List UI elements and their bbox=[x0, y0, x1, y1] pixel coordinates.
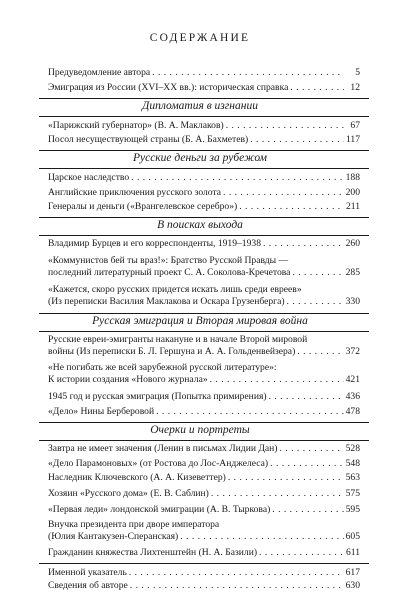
toc-entry bbox=[48, 391, 360, 403]
entry-title-line: «Кажется, скоро русских придется искать лишь среди евреев» bbox=[48, 284, 302, 295]
toc-entry bbox=[48, 120, 360, 132]
toc-entry bbox=[48, 567, 360, 579]
entry-title: войны (Из переписки Б. Л. Гершуна и А. А. Гольденвейзера) bbox=[48, 346, 296, 357]
toc-entry bbox=[48, 134, 360, 146]
toc-entry bbox=[48, 238, 360, 250]
entry-title: «Дело Парамоновых» (от Ростова до Лос-Анджелеса) bbox=[48, 458, 269, 469]
toc-entry bbox=[48, 172, 360, 184]
entry-page: 330 bbox=[345, 296, 360, 307]
toc-entry bbox=[48, 547, 360, 559]
entry-title: Эмиграция из России (XVI–XX вв.): историческая справка bbox=[48, 82, 289, 93]
entry-title: Генералы и деньги («Врангелевское серебро») bbox=[48, 201, 238, 212]
section-heading: Русская эмиграция и Вторая мировая война bbox=[92, 315, 308, 327]
toc-entry bbox=[48, 284, 360, 308]
entry-title: «Дело» Нины Берберовой bbox=[48, 406, 155, 417]
section-rule bbox=[39, 331, 369, 332]
entry-page: 595 bbox=[345, 504, 360, 515]
toc-entry bbox=[48, 334, 360, 358]
entry-title: Английские приключения русского золота bbox=[48, 187, 222, 198]
entry-title: Гражданин княжества Лихтенштейн (Н. А. Базили) bbox=[48, 547, 258, 558]
section-rule bbox=[39, 150, 369, 151]
section-rule bbox=[39, 235, 369, 236]
entry-page: 617 bbox=[345, 567, 360, 578]
entry-page: 285 bbox=[345, 267, 360, 278]
entry-page: 372 bbox=[345, 346, 360, 357]
section-rule bbox=[39, 168, 369, 169]
section-rule bbox=[39, 440, 369, 441]
toc-entry bbox=[48, 519, 360, 543]
section-heading: Очерки и портреты bbox=[150, 424, 250, 436]
entry-title: «Парижский губернатор» (В. А. Маклаков) bbox=[48, 120, 224, 131]
entry-page: 630 bbox=[345, 580, 360, 591]
entry-page: 117 bbox=[345, 134, 360, 145]
entry-page: 605 bbox=[345, 531, 360, 542]
entry-page: 421 bbox=[345, 374, 360, 385]
entry-title: 1945 год и русская эмиграция (Попытка примирения) bbox=[48, 391, 267, 402]
toc-entry bbox=[48, 406, 360, 418]
entry-page: 200 bbox=[345, 187, 360, 198]
toc-entry bbox=[48, 255, 360, 279]
toc-entry bbox=[48, 362, 360, 386]
entry-page: 478 bbox=[345, 406, 360, 417]
entry-page: 575 bbox=[345, 488, 360, 499]
entry-title-line: «Не погибать же всей зарубежной русской литературе»: bbox=[48, 362, 277, 373]
entry-title: (Из переписки Василия Маклакова и Оскара Грузенберга) bbox=[48, 296, 285, 307]
section-rule bbox=[39, 98, 369, 99]
entry-title: Посол несуществующей страны (Б. А. Бахметев) bbox=[48, 134, 249, 145]
section-rule bbox=[39, 563, 369, 564]
entry-title: Наследник Ключевского (А. А. Кизеветтер) bbox=[48, 472, 226, 483]
entry-title: Предуведомление автора bbox=[48, 67, 151, 78]
entry-title: Хозяин «Русского дома» (Е. В. Саблин) bbox=[48, 488, 209, 499]
toc-entry bbox=[48, 201, 360, 213]
entry-page: 548 bbox=[345, 458, 360, 469]
entry-page: 5 bbox=[355, 67, 360, 78]
page-title: СОДЕРЖАНИЕ bbox=[149, 32, 251, 44]
entry-page: 436 bbox=[345, 391, 360, 402]
toc-entry bbox=[48, 67, 360, 79]
entry-page: 528 bbox=[345, 443, 360, 454]
entry-title-line: Русские евреи-эмигранты накануне и в начале Второй мировой bbox=[48, 334, 308, 345]
toc-entry bbox=[48, 488, 360, 500]
toc-entry bbox=[48, 472, 360, 484]
section-rule bbox=[39, 116, 369, 117]
entry-title: Завтра не имеет значения (Ленин в письмах Лидии Дан) bbox=[48, 443, 278, 454]
entry-title-line: «Коммунистов бей ты враз!»: Братство Русской Правды — bbox=[48, 255, 289, 266]
entry-title: Владимир Бурцев и его корреспонденты, 1919–1938 bbox=[48, 238, 261, 249]
entry-page: 67 bbox=[350, 120, 360, 131]
entry-page: 211 bbox=[345, 201, 360, 212]
entry-title: Царское наследство bbox=[48, 172, 130, 183]
section-rule bbox=[39, 313, 369, 314]
entry-title: последний литературный проект С. А. Соколова-Кречетова bbox=[48, 267, 291, 278]
entry-page: 611 bbox=[345, 547, 360, 558]
toc-entry bbox=[48, 82, 360, 94]
section-rule bbox=[39, 422, 369, 423]
entry-page: 12 bbox=[350, 82, 360, 93]
entry-title-line: Внучка президента при дворе императора bbox=[48, 519, 220, 530]
toc-entry bbox=[48, 458, 360, 470]
entry-page: 563 bbox=[345, 472, 360, 483]
entry-page: 188 bbox=[345, 172, 360, 183]
toc-entry bbox=[48, 504, 360, 516]
entry-page: 260 bbox=[345, 238, 360, 249]
entry-title: Сведения об авторе bbox=[48, 580, 128, 591]
section-heading: Русские деньги за рубежом bbox=[132, 152, 268, 164]
section-heading: Дипломатия в изгнании bbox=[142, 100, 258, 112]
toc-entry bbox=[48, 187, 360, 199]
entry-title: (Юлия Кантакузен-Сперанская) bbox=[48, 531, 179, 542]
entry-title: Именной указатель bbox=[48, 567, 127, 578]
entry-title: К истории создания «Нового журнала» bbox=[48, 374, 208, 385]
toc-entry bbox=[48, 443, 360, 455]
entry-title: «Первая леди» лондонской эмиграции (А. В. Тыркова) bbox=[48, 504, 271, 515]
section-heading: В поисках выхода bbox=[157, 219, 243, 231]
section-rule bbox=[39, 217, 369, 218]
toc-entry bbox=[48, 580, 360, 592]
